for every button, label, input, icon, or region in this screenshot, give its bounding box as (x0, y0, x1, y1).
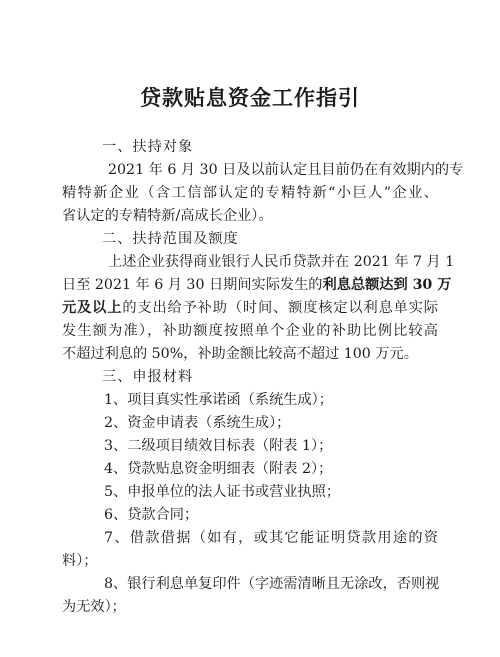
list-item-continuation: 为无效）； (62, 599, 126, 615)
paragraph-text: 的支出给予补助（时间、额度核定以利息单实际 (122, 300, 438, 316)
paragraph-line (62, 274, 452, 297)
list-item: 3、二级项目绩效目标表（附表 1）； (104, 438, 333, 454)
paragraph-line: 不超过利息的 50%，补助金额比较高不超过 100 万元。 (62, 346, 418, 362)
list-item: 8、银行利息单复印件（字迹需清晰且无涂改，否则视 (104, 576, 440, 592)
list-item: 5、申报单位的法人证书或营业执照； (104, 484, 341, 500)
list-item: 7、借款借据（如有，或其它能证明贷款用途的资 (104, 530, 438, 546)
section-heading-1: 一、扶持对象 (102, 139, 194, 155)
list-item: 2、资金申请表（系统生成）； (104, 415, 291, 431)
paragraph-text: 日至 2021 年 6 月 30 日期间实际发生的 (62, 277, 323, 293)
section-heading-2: 二、扶持范围及额度 (102, 231, 239, 247)
list-item: 1、项目真实性承诺函（系统生成）； (104, 392, 333, 408)
section-heading-3: 三、申报材料 (102, 369, 194, 385)
document-body (62, 136, 464, 619)
list-item: 4、贷款贴息资金明细表（附表 2）； (104, 461, 333, 477)
paragraph-line: 发生额为准），补助额度按照单个企业的补助比例比较高 (62, 323, 438, 339)
paragraph-line (62, 297, 438, 320)
paragraph-line: 2021 年 6 月 30 日及以前认定且目前仍在有效期内的专 (108, 162, 464, 178)
list-item-continuation: 料）； (62, 553, 98, 569)
paragraph-line: 省认定的专精特新/高成长企业）。 (62, 208, 273, 224)
paragraph-line: 上述企业获得商业银行人民币贷款并在 2021 年 7 月 1 (108, 254, 455, 270)
bold-text: 元及以上 (62, 300, 123, 316)
document-title: 贷款贴息资金工作指引 (140, 85, 360, 110)
bold-text: 利息总额达到 30 万 (322, 277, 452, 293)
paragraph-line: 精特新企业（含工信部认定的专精特新“小巨人”企业、 (62, 185, 438, 201)
list-item: 6、贷款合同； (104, 507, 199, 523)
